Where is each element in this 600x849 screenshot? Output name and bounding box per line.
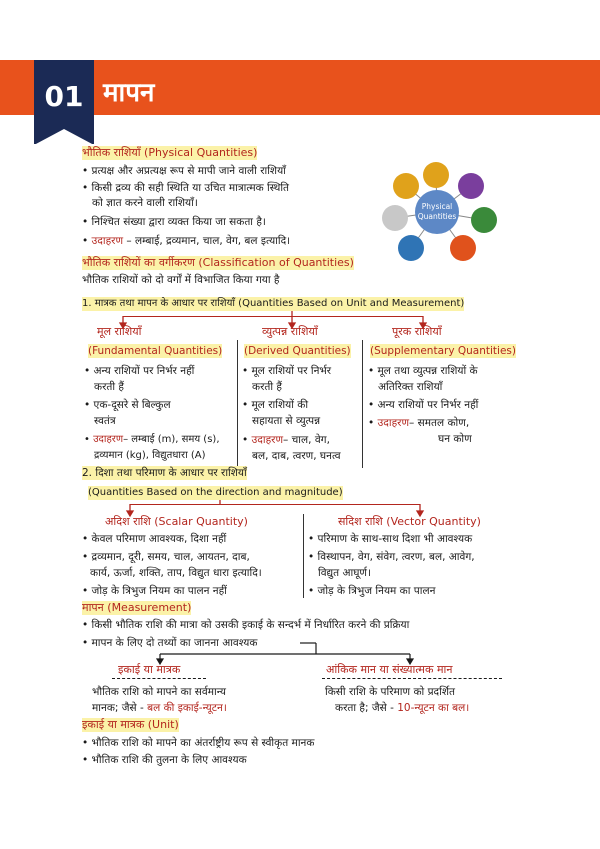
unit-branch-line-1: भौतिक राशि को मापने का सर्वमान्य xyxy=(92,686,226,698)
supplementary-line-1: • मूल तथा व्युत्पन्न राशियों के xyxy=(368,365,478,377)
svg-text:Physical: Physical xyxy=(421,202,453,211)
pq-bullet-1: • प्रत्यक्ष और अप्रत्यक्ष रूप से मापी जाने वाली राशियाँ xyxy=(82,165,286,177)
section2-subheading: (Quantities Based on the direction and magnitude) xyxy=(88,487,343,498)
numeric-branch-underline xyxy=(322,678,502,679)
section2-heading: 2. दिशा तथा परिमाण के आधार पर राशियाँ xyxy=(82,467,247,479)
measurement-line-1: • किसी भौतिक राशि की मात्रा को उसकी इकाई के सन्दर्भ में निर्धारित करने की प्रक्रिया xyxy=(82,619,410,631)
vector-line-3: विद्युत आघूर्ण। xyxy=(318,567,372,579)
measurement-heading: मापन (Measurement) xyxy=(82,601,192,614)
vector-title: सदिश राशि (Vector Quantity) xyxy=(338,515,481,528)
fundamental-subtitle: (Fundamental Quantities) xyxy=(88,345,223,357)
fundamental-line-6: द्रव्यमान (kg), विद्युतधारा (A) xyxy=(94,450,206,461)
numeric-branch-line-1: किसी राशि के परिमाण को प्रदर्शित xyxy=(325,686,455,698)
numeric-branch-line-2: करता है; जैसे - 10-न्यूटन का बल। xyxy=(335,702,470,714)
derived-line-2: करती हैं xyxy=(252,381,282,393)
vector-line-2: • विस्थापन, वेग, संवेग, त्वरण, बल, आवेग, xyxy=(308,551,475,563)
unit-line-1: • भौतिक राशि को मापने का अंतर्राष्ट्रीय रूप से स्वीकृत मानक xyxy=(82,737,315,749)
scalar-line-3: कार्य, ऊर्जा, शक्ति, ताप, विद्युत धारा इत्यादि। xyxy=(90,567,262,579)
fundamental-title: मूल राशियाँ xyxy=(97,325,142,338)
supplementary-line-4: • उदाहरण– समतल कोण, xyxy=(368,417,470,429)
fundamental-line-2: करती हैं xyxy=(94,381,124,393)
fundamental-line-4: स्वतंत्र xyxy=(94,415,116,427)
classification-heading: भौतिक राशियों का वर्गीकरण (Classification of Quantities) xyxy=(82,256,354,269)
derived-line-5: • उदाहरण– चाल, वेग, xyxy=(242,434,330,446)
supplementary-line-3: • अन्य राशियों पर निर्भर नहीं xyxy=(368,399,479,411)
pq-bullet-3: • निश्चित संख्या द्वारा व्यक्त किया जा सकता है। xyxy=(82,216,266,228)
supplementary-title: पूरक राशियाँ xyxy=(392,325,442,338)
derived-title: व्युत्पन्न राशियाँ xyxy=(262,325,318,338)
unit-branch-title: इकाई या मात्रक xyxy=(118,663,181,676)
vector-line-1: • परिमाण के साथ-साथ दिशा भी आवश्यक xyxy=(308,533,473,545)
numeric-branch-title: आंकिक मान या संख्यात्मक मान xyxy=(326,663,453,676)
fundamental-line-3: • एक-दूसरे से बिल्कुल xyxy=(84,399,171,411)
fundamental-line-5: • उदाहरण– लम्बाई (m), समय (s), xyxy=(84,434,220,445)
fundamental-line-1: • अन्य राशियों पर निर्भर नहीं xyxy=(84,365,195,377)
derived-line-3: • मूल राशियों की xyxy=(242,399,309,411)
pq-bullet-2-cont: को ज्ञात करने वाली राशियाँ। xyxy=(92,197,198,209)
measurement-line-2: • मापन के लिए दो तथ्यों का जानना आवश्यक xyxy=(82,637,258,649)
section1-heading: 1. मात्रक तथा मापन के आधार पर राशियाँ (Quantities Based on Unit and Measurement) xyxy=(82,298,465,309)
scalar-title: अदिश राशि (Scalar Quantity) xyxy=(105,515,248,528)
pq-bullet-2: • किसी द्रव्य की सही स्थिति या उचित मात्रात्मक स्थिति xyxy=(82,182,290,194)
unit-branch-line-2: मानक; जैसे - बल की इकाई-न्यूटन। xyxy=(92,702,227,714)
scalar-line-4: • जोड़ के त्रिभुज नियम का पालन नहीं xyxy=(82,585,227,597)
scalar-line-1: • केवल परिमाण आवश्यक, दिशा नहीं xyxy=(82,533,227,545)
supplementary-subtitle: (Supplementary Quantities) xyxy=(370,345,516,357)
svg-text:Quantities: Quantities xyxy=(417,212,457,221)
classification-intro: भौतिक राशियों को दो वर्गों में विभाजित किया गया है xyxy=(82,274,280,286)
physical-quantities-heading: भौतिक राशियाँ (Physical Quantities) xyxy=(82,146,258,159)
scalar-line-2: • द्रव्यमान, दूरी, समय, चाल, आयतन, दाब, xyxy=(82,551,250,563)
supplementary-line-2: अतिरिक्त राशियाँ xyxy=(378,381,443,393)
derived-line-6: बल, दाब, त्वरण, घनत्व xyxy=(252,450,341,462)
chapter-number: 01 xyxy=(44,80,84,113)
vector-line-4: • जोड़ के त्रिभुज नियम का पालन xyxy=(308,585,436,597)
derived-line-4: सहायता से व्युत्पन्न xyxy=(252,415,321,427)
unit-branch-underline xyxy=(112,678,206,679)
unit-heading: इकाई या मात्रक (Unit) xyxy=(82,718,179,731)
supplementary-line-5: घन कोण xyxy=(438,433,472,445)
derived-subtitle: (Derived Quantities) xyxy=(244,345,351,357)
unit-line-2: • भौतिक राशि की तुलना के लिए आवश्यक xyxy=(82,754,247,766)
pq-bullet-4: • उदाहरण – लम्बाई, द्रव्यमान, चाल, वेग, बल इत्यादि। xyxy=(82,235,291,247)
derived-line-1: • मूल राशियों पर निर्भर xyxy=(242,365,332,377)
chapter-title: मापन xyxy=(103,78,155,108)
